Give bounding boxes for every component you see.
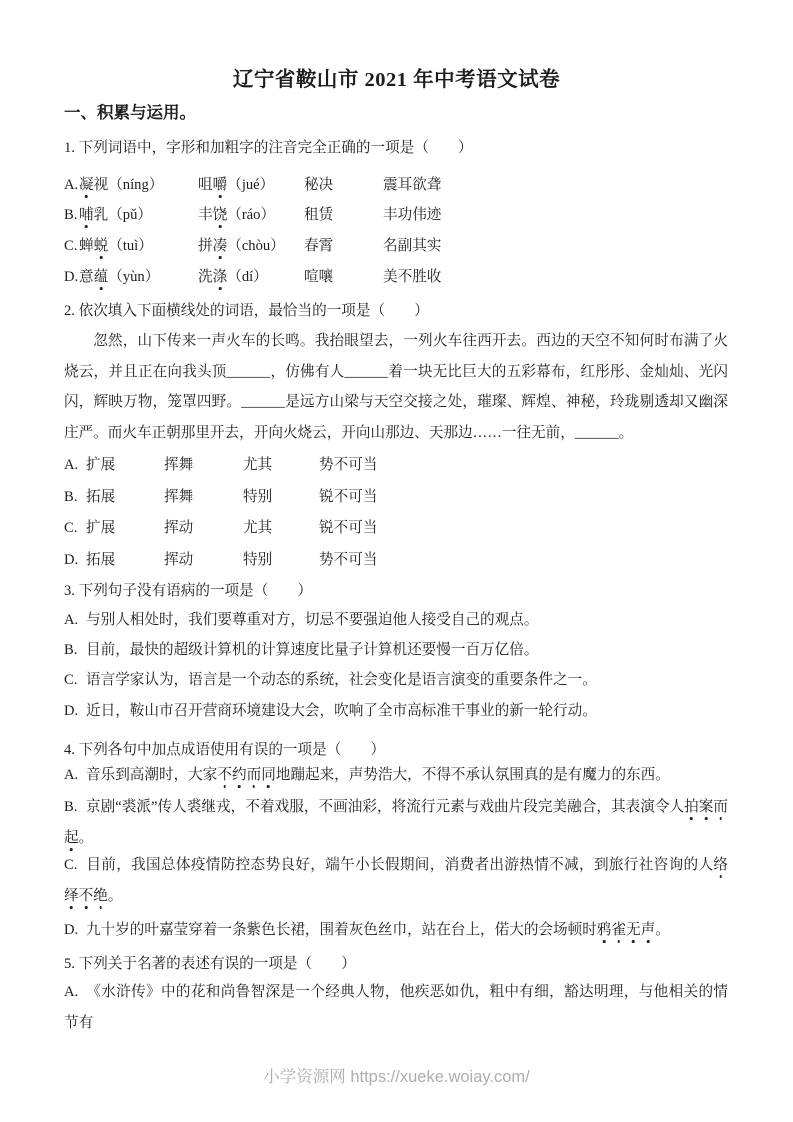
option-label: B. bbox=[64, 799, 78, 815]
option-word: 扩展 bbox=[86, 520, 116, 536]
option-word: 扩展 bbox=[86, 457, 116, 473]
emphasis-dot-char: 而 bbox=[246, 767, 262, 783]
line-text: 音乐到高潮时，大家不约而同地蹦起来，声势浩大，不得不承认氛围真的是有魔力的东西。 bbox=[86, 767, 670, 783]
option-word: 蝉蜕（tuì） bbox=[79, 238, 153, 254]
line-text: 《水浒传》中的花和尚鲁智深是一个经典人物，他疾恶如仇，粗中有细，豁达明理，与他相关的情节有 bbox=[64, 984, 728, 1031]
emphasis-dot-char: 嚼 bbox=[212, 177, 228, 193]
line-text: 5. 下列关于名著的表述有误的一项是（ ） bbox=[64, 956, 356, 972]
option-word: 锐不可当 bbox=[319, 489, 378, 505]
emphasis-dot-char: 蜕 bbox=[93, 238, 109, 254]
option-label: D. bbox=[64, 922, 79, 938]
option-label: C. bbox=[64, 238, 78, 254]
emphasis-dot-char: 拍 bbox=[684, 799, 699, 815]
question-3-option-d bbox=[64, 696, 728, 727]
question-4-option-a bbox=[64, 760, 728, 791]
option-word: 春霄 bbox=[304, 238, 334, 254]
question-1-stem bbox=[64, 133, 728, 163]
question-2-stem bbox=[64, 296, 728, 326]
option-label: D. bbox=[64, 269, 79, 285]
option-label: A. bbox=[64, 984, 79, 1000]
section-heading bbox=[64, 98, 728, 128]
emphasis-dot-char: 涤 bbox=[212, 269, 228, 285]
option-word: 丰功伟迹 bbox=[383, 207, 442, 223]
option-word: 挥动 bbox=[164, 552, 194, 568]
option-label: B. bbox=[64, 489, 78, 505]
line-text: 一、积累与运用。 bbox=[64, 103, 196, 122]
question-3-option-a bbox=[64, 605, 728, 636]
option-label: B. bbox=[64, 642, 78, 658]
line-text: 京剧“裘派”传人裘继戎，不着戏服，不画油彩，将流行元素与戏曲片段完美融合，其表演令人拍案而起。 bbox=[64, 799, 728, 846]
option-word: 秘决 bbox=[304, 177, 334, 193]
question-4-option-c bbox=[64, 850, 728, 912]
question-2-option-a bbox=[64, 450, 728, 480]
line-text: 目前，我国总体疫情防控态势良好，端午小长假期间，消费者出游热情不减，到旅行社咨询的人络绎不绝。 bbox=[64, 857, 728, 904]
option-word: 拼凑（chòu） bbox=[198, 238, 285, 254]
question-1-option-b bbox=[64, 200, 728, 230]
option-word: 特别 bbox=[243, 552, 273, 568]
emphasis-dot-char: 案 bbox=[698, 799, 714, 815]
option-label: B. bbox=[64, 207, 78, 223]
option-word: 挥舞 bbox=[164, 489, 194, 505]
emphasis-dot-char: 凑 bbox=[212, 238, 228, 254]
emphasis-dot-char: 声 bbox=[640, 922, 656, 938]
option-label: D. bbox=[64, 552, 79, 568]
line-text: 2. 依次填入下面横线处的词语，最恰当的一项是（ ） bbox=[64, 303, 429, 319]
option-label: C. bbox=[64, 520, 78, 536]
line-text: 1. 下列词语中，字形和加粗字的注音完全正确的一项是（ ） bbox=[64, 140, 473, 156]
emphasis-dot-char: 不 bbox=[217, 767, 232, 783]
line-text: 近日，鞍山市召开营商环境建设大会，吹响了全市高标准干事业的新一轮行动。 bbox=[86, 703, 597, 719]
option-word: 凝视（níng） bbox=[79, 177, 164, 193]
question-3-option-c bbox=[64, 665, 728, 696]
option-word: 哺乳（pǔ） bbox=[79, 207, 152, 223]
emphasis-dot-char: 哺 bbox=[79, 207, 94, 223]
question-5-option-a bbox=[64, 977, 728, 1039]
option-word: 喧嚷 bbox=[304, 269, 334, 285]
question-4-option-b bbox=[64, 792, 728, 854]
emphasis-dot-char: 绎 bbox=[64, 888, 79, 904]
option-word: 锐不可当 bbox=[319, 520, 378, 536]
option-label: A. bbox=[64, 767, 79, 783]
emphasis-dot-char: 饶 bbox=[212, 207, 228, 223]
option-word: 挥动 bbox=[164, 520, 194, 536]
line-text: 辽宁省鞍山市 2021 年中考语文试卷 bbox=[232, 69, 561, 91]
question-1-option-d bbox=[64, 262, 728, 292]
option-word: 租赁 bbox=[304, 207, 334, 223]
emphasis-dot-char: 绝 bbox=[93, 888, 108, 904]
option-word: 咀嚼（jué） bbox=[198, 177, 275, 193]
line-text: 目前，最快的超级计算机的计算速度比量子计算机还要慢一百万亿倍。 bbox=[86, 642, 539, 658]
option-label: C. bbox=[64, 857, 78, 873]
option-label: A. bbox=[64, 612, 79, 628]
emphasis-dot-char: 雀 bbox=[611, 922, 627, 938]
line-text: 3. 下列句子没有语病的一项是（ ） bbox=[64, 583, 313, 599]
question-2-option-c bbox=[64, 513, 728, 543]
question-4-option-d bbox=[64, 915, 728, 946]
question-2-option-b bbox=[64, 482, 728, 512]
footer-watermark: 小学资源网 https://xueke.woiay.com/ bbox=[263, 1068, 530, 1086]
option-word: 尤其 bbox=[243, 457, 273, 473]
emphasis-dot-char: 无 bbox=[626, 922, 641, 938]
option-label: A. bbox=[64, 457, 79, 473]
emphasis-dot-char: 蕴 bbox=[93, 269, 109, 285]
option-word: 洗涤（dí） bbox=[198, 269, 268, 285]
line-text: 九十岁的叶嘉莹穿着一条紫色长裙，围着灰色丝巾，站在台上，偌大的会场顿时鸦雀无声。 bbox=[86, 922, 670, 938]
option-word: 势不可当 bbox=[319, 457, 378, 473]
question-1-option-a bbox=[64, 170, 728, 200]
option-word: 震耳欲聋 bbox=[383, 177, 442, 193]
emphasis-dot-char: 约 bbox=[231, 767, 247, 783]
emphasis-dot-char: 鸦 bbox=[596, 922, 612, 938]
page-title bbox=[0, 64, 793, 96]
emphasis-dot-char: 同 bbox=[261, 767, 276, 783]
emphasis-dot-char: 络 bbox=[713, 857, 728, 873]
question-2-passage bbox=[64, 326, 728, 448]
question-2-option-d bbox=[64, 545, 728, 575]
question-5-stem bbox=[64, 949, 728, 979]
emphasis-dot-char: 凝 bbox=[79, 177, 94, 193]
option-word: 意蕴（yùn） bbox=[79, 269, 160, 285]
option-word: 拓展 bbox=[86, 552, 116, 568]
emphasis-dot-char: 而 bbox=[713, 799, 728, 815]
option-label: C. bbox=[64, 672, 78, 688]
line-text: 4. 下列各句中加点成语使用有误的一项是（ ） bbox=[64, 742, 386, 758]
option-word: 势不可当 bbox=[319, 552, 378, 568]
option-label: D. bbox=[64, 703, 79, 719]
question-3-option-b bbox=[64, 635, 728, 666]
question-3-stem bbox=[64, 576, 728, 606]
question-1-option-c bbox=[64, 231, 728, 261]
option-word: 丰饶（ráo） bbox=[198, 207, 276, 223]
line-text: 语言学家认为，语言是一个动态的系统，社会变化是语言演变的重要条件之一。 bbox=[86, 672, 597, 688]
option-word: 拓展 bbox=[86, 489, 116, 505]
option-word: 挥舞 bbox=[164, 457, 194, 473]
emphasis-dot-char: 不 bbox=[78, 888, 94, 904]
line-text: 忽然，山下传来一声火车的长鸣。我抬眼望去，一列火车往西开去。西边的天空不知何时布满了火烧云，并且正在向我头顶______，仿佛有人______着一块无比巨大的五彩幕布，红彤彤、金灿灿、光闪闪，辉映万物，笼罩四野。______是远方山梁与天空交接之处，璀璨、辉煌、神秘，玲珑剔透却又幽深庄严。而火车正朝那里开去，开向火烧云，开向山那边、天那边……一往无前，______。 bbox=[64, 333, 728, 441]
option-word: 美不胜收 bbox=[383, 269, 442, 285]
line-text: 与别人相处时，我们要尊重对方，切忌不要强迫他人接受自己的观点。 bbox=[86, 612, 539, 628]
option-word: 尤其 bbox=[243, 520, 273, 536]
emphasis-dot-char: 起 bbox=[64, 830, 79, 846]
option-word: 特别 bbox=[243, 489, 273, 505]
option-label: A. bbox=[64, 177, 79, 193]
option-word: 名副其实 bbox=[383, 238, 442, 254]
